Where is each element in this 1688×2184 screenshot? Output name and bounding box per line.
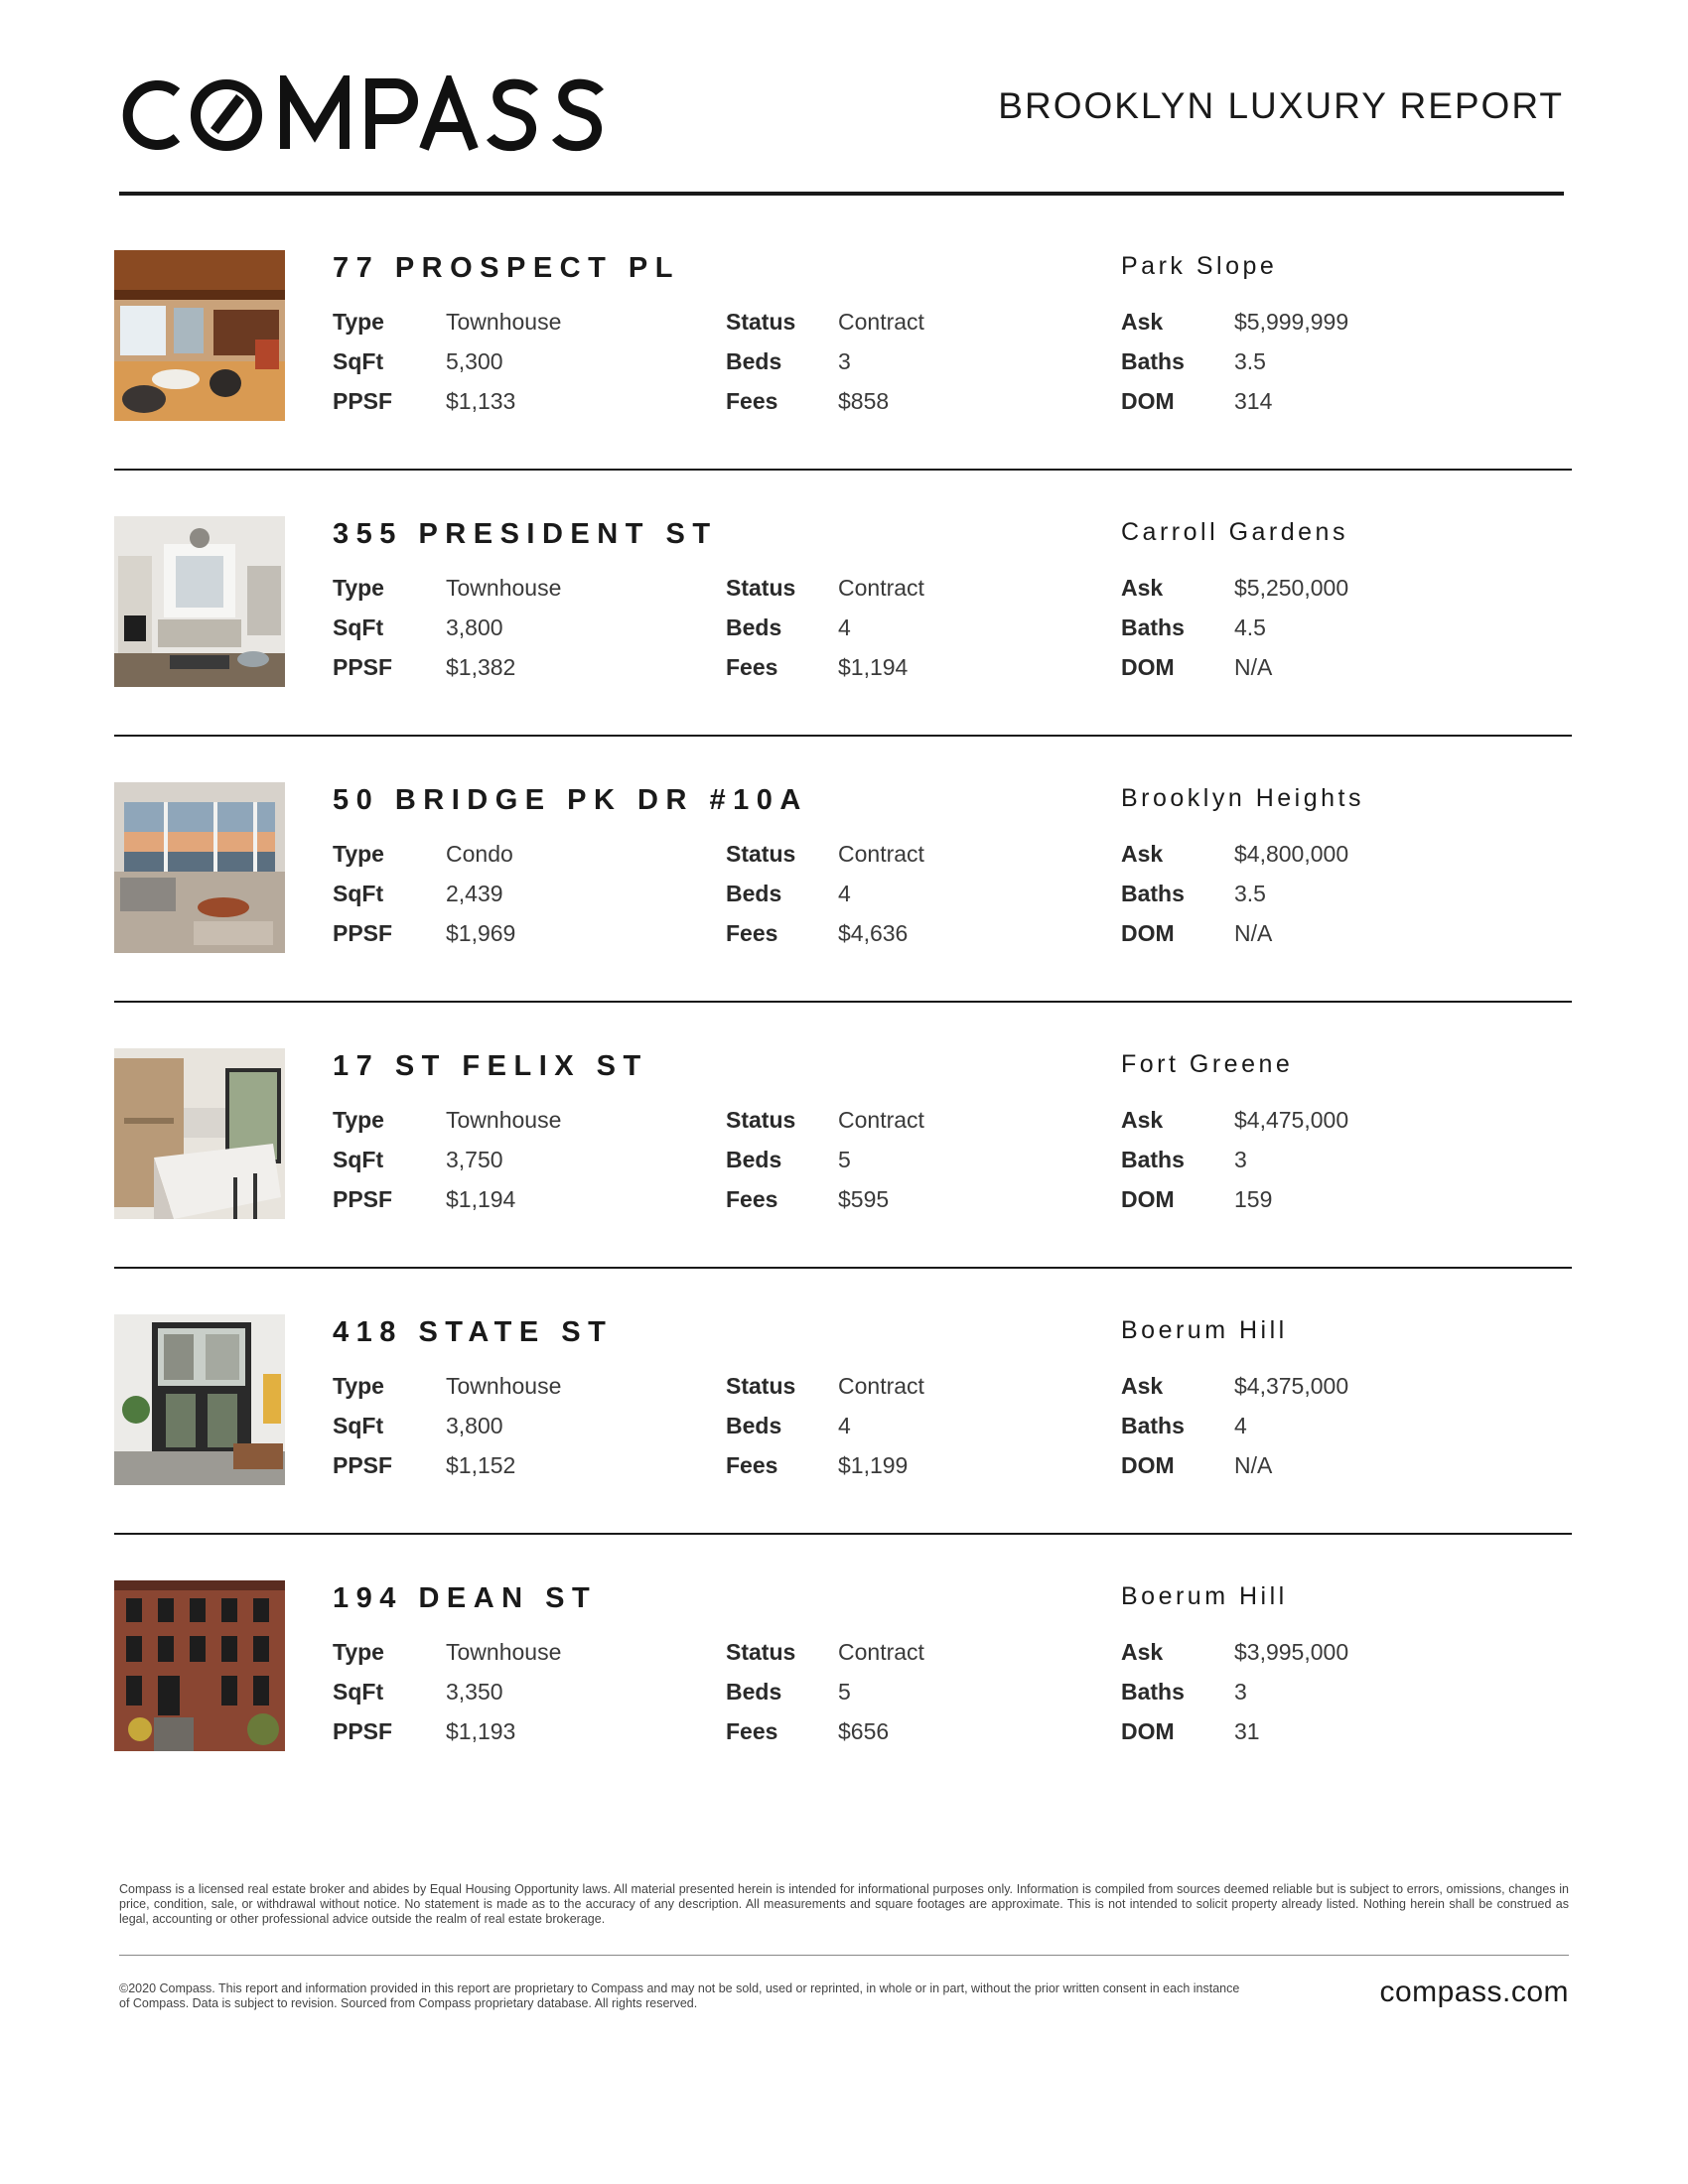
field-label: PPSF — [333, 919, 393, 946]
field-label: Beds — [726, 1412, 782, 1438]
field-status — [726, 1100, 924, 1140]
field-dom — [1121, 381, 1273, 421]
field-value: $5,999,999 — [1234, 308, 1349, 335]
field-value: N/A — [1234, 1451, 1273, 1478]
listing-neighborhood: Brooklyn Heights — [1121, 784, 1364, 812]
listing-item — [114, 516, 1572, 782]
listing-details — [333, 568, 1564, 687]
field-value: $4,475,000 — [1234, 1106, 1349, 1133]
field-fees — [726, 647, 909, 687]
listing-neighborhood: Fort Greene — [1121, 1050, 1294, 1078]
field-value: $1,194 — [446, 1185, 516, 1212]
listing-address[interactable]: 77 PROSPECT PL — [333, 252, 680, 284]
field-label: DOM — [1121, 653, 1175, 680]
report-title: BROOKLYN LUXURY REPORT — [998, 85, 1564, 126]
field-value: Contract — [838, 1638, 924, 1665]
field-dom — [1121, 647, 1273, 687]
field-label: SqFt — [333, 347, 384, 374]
field-value: $1,382 — [446, 653, 516, 680]
field-baths — [1121, 608, 1266, 647]
field-value: $1,133 — [446, 387, 516, 414]
field-label: Status — [726, 1638, 796, 1665]
field-status — [726, 1632, 924, 1672]
field-sqft — [333, 1672, 503, 1711]
compass-logo[interactable] — [119, 75, 616, 155]
field-label: Fees — [726, 1185, 778, 1212]
field-label: PPSF — [333, 1451, 393, 1478]
field-label: Ask — [1121, 1372, 1164, 1399]
field-value: 3,750 — [446, 1146, 503, 1172]
field-label: Fees — [726, 919, 778, 946]
field-baths — [1121, 341, 1266, 381]
field-label: Baths — [1121, 1146, 1185, 1172]
listing-address[interactable]: 194 DEAN ST — [333, 1582, 598, 1614]
field-value: 5 — [838, 1678, 851, 1705]
listing-details — [333, 1366, 1564, 1485]
listing-details — [333, 834, 1564, 953]
field-type — [333, 834, 513, 874]
field-value: $4,375,000 — [1234, 1372, 1349, 1399]
field-label: SqFt — [333, 1146, 384, 1172]
field-value: 3.5 — [1234, 880, 1266, 906]
copyright-notice: ©2020 Compass. This report and information provided in this report are proprietary to Compass and may not be sold, used or reprinted, in whole or in part, without the prior written consent in each instance of Compass. Data is subject to revision. Sourced from Compass proprietary database. All rights reserved. — [119, 1981, 1240, 2010]
listing-item — [114, 1314, 1572, 1580]
field-value: Contract — [838, 840, 924, 867]
field-label: SqFt — [333, 1412, 384, 1438]
field-value: $5,250,000 — [1234, 574, 1349, 601]
field-label: Type — [333, 1106, 384, 1133]
field-beds — [726, 1140, 851, 1179]
field-value: $1,969 — [446, 919, 516, 946]
field-label: Baths — [1121, 880, 1185, 906]
field-ppsf — [333, 647, 516, 687]
listing-item — [114, 1048, 1572, 1314]
field-sqft — [333, 1140, 503, 1179]
field-label: Status — [726, 1372, 796, 1399]
field-value: Contract — [838, 1372, 924, 1399]
field-label: Fees — [726, 1717, 778, 1744]
field-label: DOM — [1121, 919, 1175, 946]
listing-address[interactable]: 50 BRIDGE PK DR #10A — [333, 784, 808, 816]
legal-disclaimer: Compass is a licensed real estate broker and abides by Equal Housing Opportunity laws. All material presented herein is intended for informational purposes only. Information is compiled from sources deemed reliable but is subject to errors, omissions, changes in price, condition, sale, or withdrawal without notice. No statement is made as to the accuracy of any description. All measurements and square footages are approximate. This is not intended to solicit property already listed. Nothing herein shall be construed as legal, accounting or other professional advice outside the realm of real estate brokerage. — [119, 1882, 1569, 1926]
field-type — [333, 568, 562, 608]
listing-photo[interactable] — [114, 250, 285, 421]
field-label: Ask — [1121, 308, 1164, 335]
listing-address[interactable]: 418 STATE ST — [333, 1316, 614, 1348]
field-value: 31 — [1234, 1717, 1260, 1744]
field-label: Beds — [726, 614, 782, 640]
field-value: N/A — [1234, 653, 1273, 680]
field-value: $1,193 — [446, 1717, 516, 1744]
field-type — [333, 1366, 562, 1406]
listing-neighborhood: Carroll Gardens — [1121, 518, 1348, 546]
field-value: 3,800 — [446, 1412, 503, 1438]
field-ask — [1121, 1100, 1349, 1140]
field-label: Ask — [1121, 840, 1164, 867]
field-fees — [726, 1711, 890, 1751]
listing-item — [114, 1580, 1572, 1846]
website-link[interactable]: compass.com — [1379, 1976, 1569, 2008]
living-room-chandelier-photo-icon — [114, 516, 285, 687]
field-beds — [726, 341, 851, 381]
field-ppsf — [333, 1445, 516, 1485]
field-ask — [1121, 1366, 1349, 1406]
field-status — [726, 834, 924, 874]
field-sqft — [333, 874, 503, 913]
listing-photo[interactable] — [114, 1314, 285, 1485]
kitchen-island-photo-icon — [114, 1048, 285, 1219]
field-baths — [1121, 1672, 1247, 1711]
field-value: 5,300 — [446, 347, 503, 374]
listing-address[interactable]: 355 PRESIDENT ST — [333, 518, 718, 550]
field-value: $4,800,000 — [1234, 840, 1349, 867]
field-value: $656 — [838, 1717, 890, 1744]
listing-divider — [114, 1267, 1572, 1269]
listing-details — [333, 1632, 1564, 1751]
field-value: 159 — [1234, 1185, 1273, 1212]
field-ppsf — [333, 1179, 516, 1219]
field-value: 4.5 — [1234, 614, 1266, 640]
field-label: Baths — [1121, 347, 1185, 374]
listing-details — [333, 1100, 1564, 1219]
field-value: Contract — [838, 574, 924, 601]
field-value: 3 — [1234, 1678, 1247, 1705]
field-ask — [1121, 568, 1349, 608]
field-value: Contract — [838, 1106, 924, 1133]
field-dom — [1121, 913, 1273, 953]
field-value: 4 — [838, 1412, 851, 1438]
footer-divider — [119, 1955, 1569, 1956]
field-label: SqFt — [333, 614, 384, 640]
field-beds — [726, 1406, 851, 1445]
field-label: Baths — [1121, 1678, 1185, 1705]
field-label: Baths — [1121, 614, 1185, 640]
field-fees — [726, 1179, 890, 1219]
listing-photo[interactable] — [114, 782, 285, 953]
field-label: Ask — [1121, 574, 1164, 601]
listing-divider — [114, 1533, 1572, 1535]
field-status — [726, 568, 924, 608]
field-value: $595 — [838, 1185, 890, 1212]
field-label: SqFt — [333, 1678, 384, 1705]
field-value: Townhouse — [446, 1638, 562, 1665]
field-value: 4 — [1234, 1412, 1247, 1438]
field-baths — [1121, 1140, 1247, 1179]
field-ppsf — [333, 913, 516, 953]
listing-neighborhood: Boerum Hill — [1121, 1316, 1288, 1344]
field-label: PPSF — [333, 1717, 393, 1744]
field-label: Type — [333, 840, 384, 867]
field-label: Ask — [1121, 1106, 1164, 1133]
field-value: Condo — [446, 840, 513, 867]
field-sqft — [333, 608, 503, 647]
field-label: PPSF — [333, 653, 393, 680]
field-label: Fees — [726, 1451, 778, 1478]
field-value: 3,800 — [446, 614, 503, 640]
listing-item — [114, 782, 1572, 1048]
field-sqft — [333, 1406, 503, 1445]
field-label: Type — [333, 1372, 384, 1399]
field-type — [333, 1632, 562, 1672]
listing-address[interactable]: 17 ST FELIX ST — [333, 1050, 648, 1082]
field-value: $1,152 — [446, 1451, 516, 1478]
waterview-living-room-photo-icon — [114, 782, 285, 953]
field-value: 3 — [838, 347, 851, 374]
field-fees — [726, 381, 890, 421]
field-value: 4 — [838, 614, 851, 640]
field-label: SqFt — [333, 880, 384, 906]
field-value: $3,995,000 — [1234, 1638, 1349, 1665]
field-value: Contract — [838, 308, 924, 335]
header-divider — [119, 192, 1564, 196]
garden-doors-interior-photo-icon — [114, 1314, 285, 1485]
field-label: Type — [333, 1638, 384, 1665]
listing-photo[interactable] — [114, 1048, 285, 1219]
field-ask — [1121, 302, 1349, 341]
field-label: Fees — [726, 653, 778, 680]
field-dom — [1121, 1711, 1260, 1751]
listing-neighborhood: Park Slope — [1121, 252, 1278, 280]
field-label: Type — [333, 308, 384, 335]
field-value: $4,636 — [838, 919, 909, 946]
field-value: $858 — [838, 387, 890, 414]
field-label: Status — [726, 1106, 796, 1133]
field-label: PPSF — [333, 387, 393, 414]
field-value: $1,194 — [838, 653, 909, 680]
listings-list — [114, 250, 1572, 1846]
field-value: 314 — [1234, 387, 1273, 414]
field-label: Status — [726, 574, 796, 601]
field-value: 2,439 — [446, 880, 503, 906]
field-value: Townhouse — [446, 1372, 562, 1399]
field-label: Type — [333, 574, 384, 601]
field-ppsf — [333, 1711, 516, 1751]
field-label: Baths — [1121, 1412, 1185, 1438]
field-value: $1,199 — [838, 1451, 909, 1478]
field-value: Townhouse — [446, 574, 562, 601]
field-status — [726, 302, 924, 341]
field-label: Beds — [726, 347, 782, 374]
listing-neighborhood: Boerum Hill — [1121, 1582, 1288, 1610]
field-ppsf — [333, 381, 516, 421]
field-value: 5 — [838, 1146, 851, 1172]
field-fees — [726, 913, 909, 953]
field-label: Fees — [726, 387, 778, 414]
field-label: PPSF — [333, 1185, 393, 1212]
field-beds — [726, 608, 851, 647]
field-fees — [726, 1445, 909, 1485]
report-header — [119, 75, 1564, 195]
field-value: 3.5 — [1234, 347, 1266, 374]
listing-divider — [114, 1001, 1572, 1003]
field-value: 3,350 — [446, 1678, 503, 1705]
field-baths — [1121, 1406, 1247, 1445]
field-dom — [1121, 1179, 1273, 1219]
interior-wood-ceiling-photo-icon — [114, 250, 285, 421]
field-dom — [1121, 1445, 1273, 1485]
field-type — [333, 1100, 562, 1140]
field-label: Status — [726, 840, 796, 867]
field-label: Ask — [1121, 1638, 1164, 1665]
field-ask — [1121, 834, 1349, 874]
field-value: Townhouse — [446, 308, 562, 335]
field-label: Beds — [726, 880, 782, 906]
listing-divider — [114, 735, 1572, 737]
field-sqft — [333, 341, 503, 381]
field-label: DOM — [1121, 1451, 1175, 1478]
listing-divider — [114, 469, 1572, 471]
field-label: Beds — [726, 1146, 782, 1172]
listing-details — [333, 302, 1564, 421]
field-ask — [1121, 1632, 1349, 1672]
field-baths — [1121, 874, 1266, 913]
field-value: Townhouse — [446, 1106, 562, 1133]
compass-logo-mark-icon — [119, 75, 616, 155]
listing-photo[interactable] — [114, 1580, 285, 1751]
field-value: N/A — [1234, 919, 1273, 946]
field-value: 3 — [1234, 1146, 1247, 1172]
field-value: 4 — [838, 880, 851, 906]
field-beds — [726, 874, 851, 913]
listing-item — [114, 250, 1572, 516]
field-label: DOM — [1121, 1717, 1175, 1744]
field-label: Beds — [726, 1678, 782, 1705]
field-label: DOM — [1121, 1185, 1175, 1212]
brick-townhouse-facade-photo-icon — [114, 1580, 285, 1751]
field-label: Status — [726, 308, 796, 335]
field-beds — [726, 1672, 851, 1711]
listing-photo[interactable] — [114, 516, 285, 687]
field-label: DOM — [1121, 387, 1175, 414]
field-status — [726, 1366, 924, 1406]
field-type — [333, 302, 562, 341]
